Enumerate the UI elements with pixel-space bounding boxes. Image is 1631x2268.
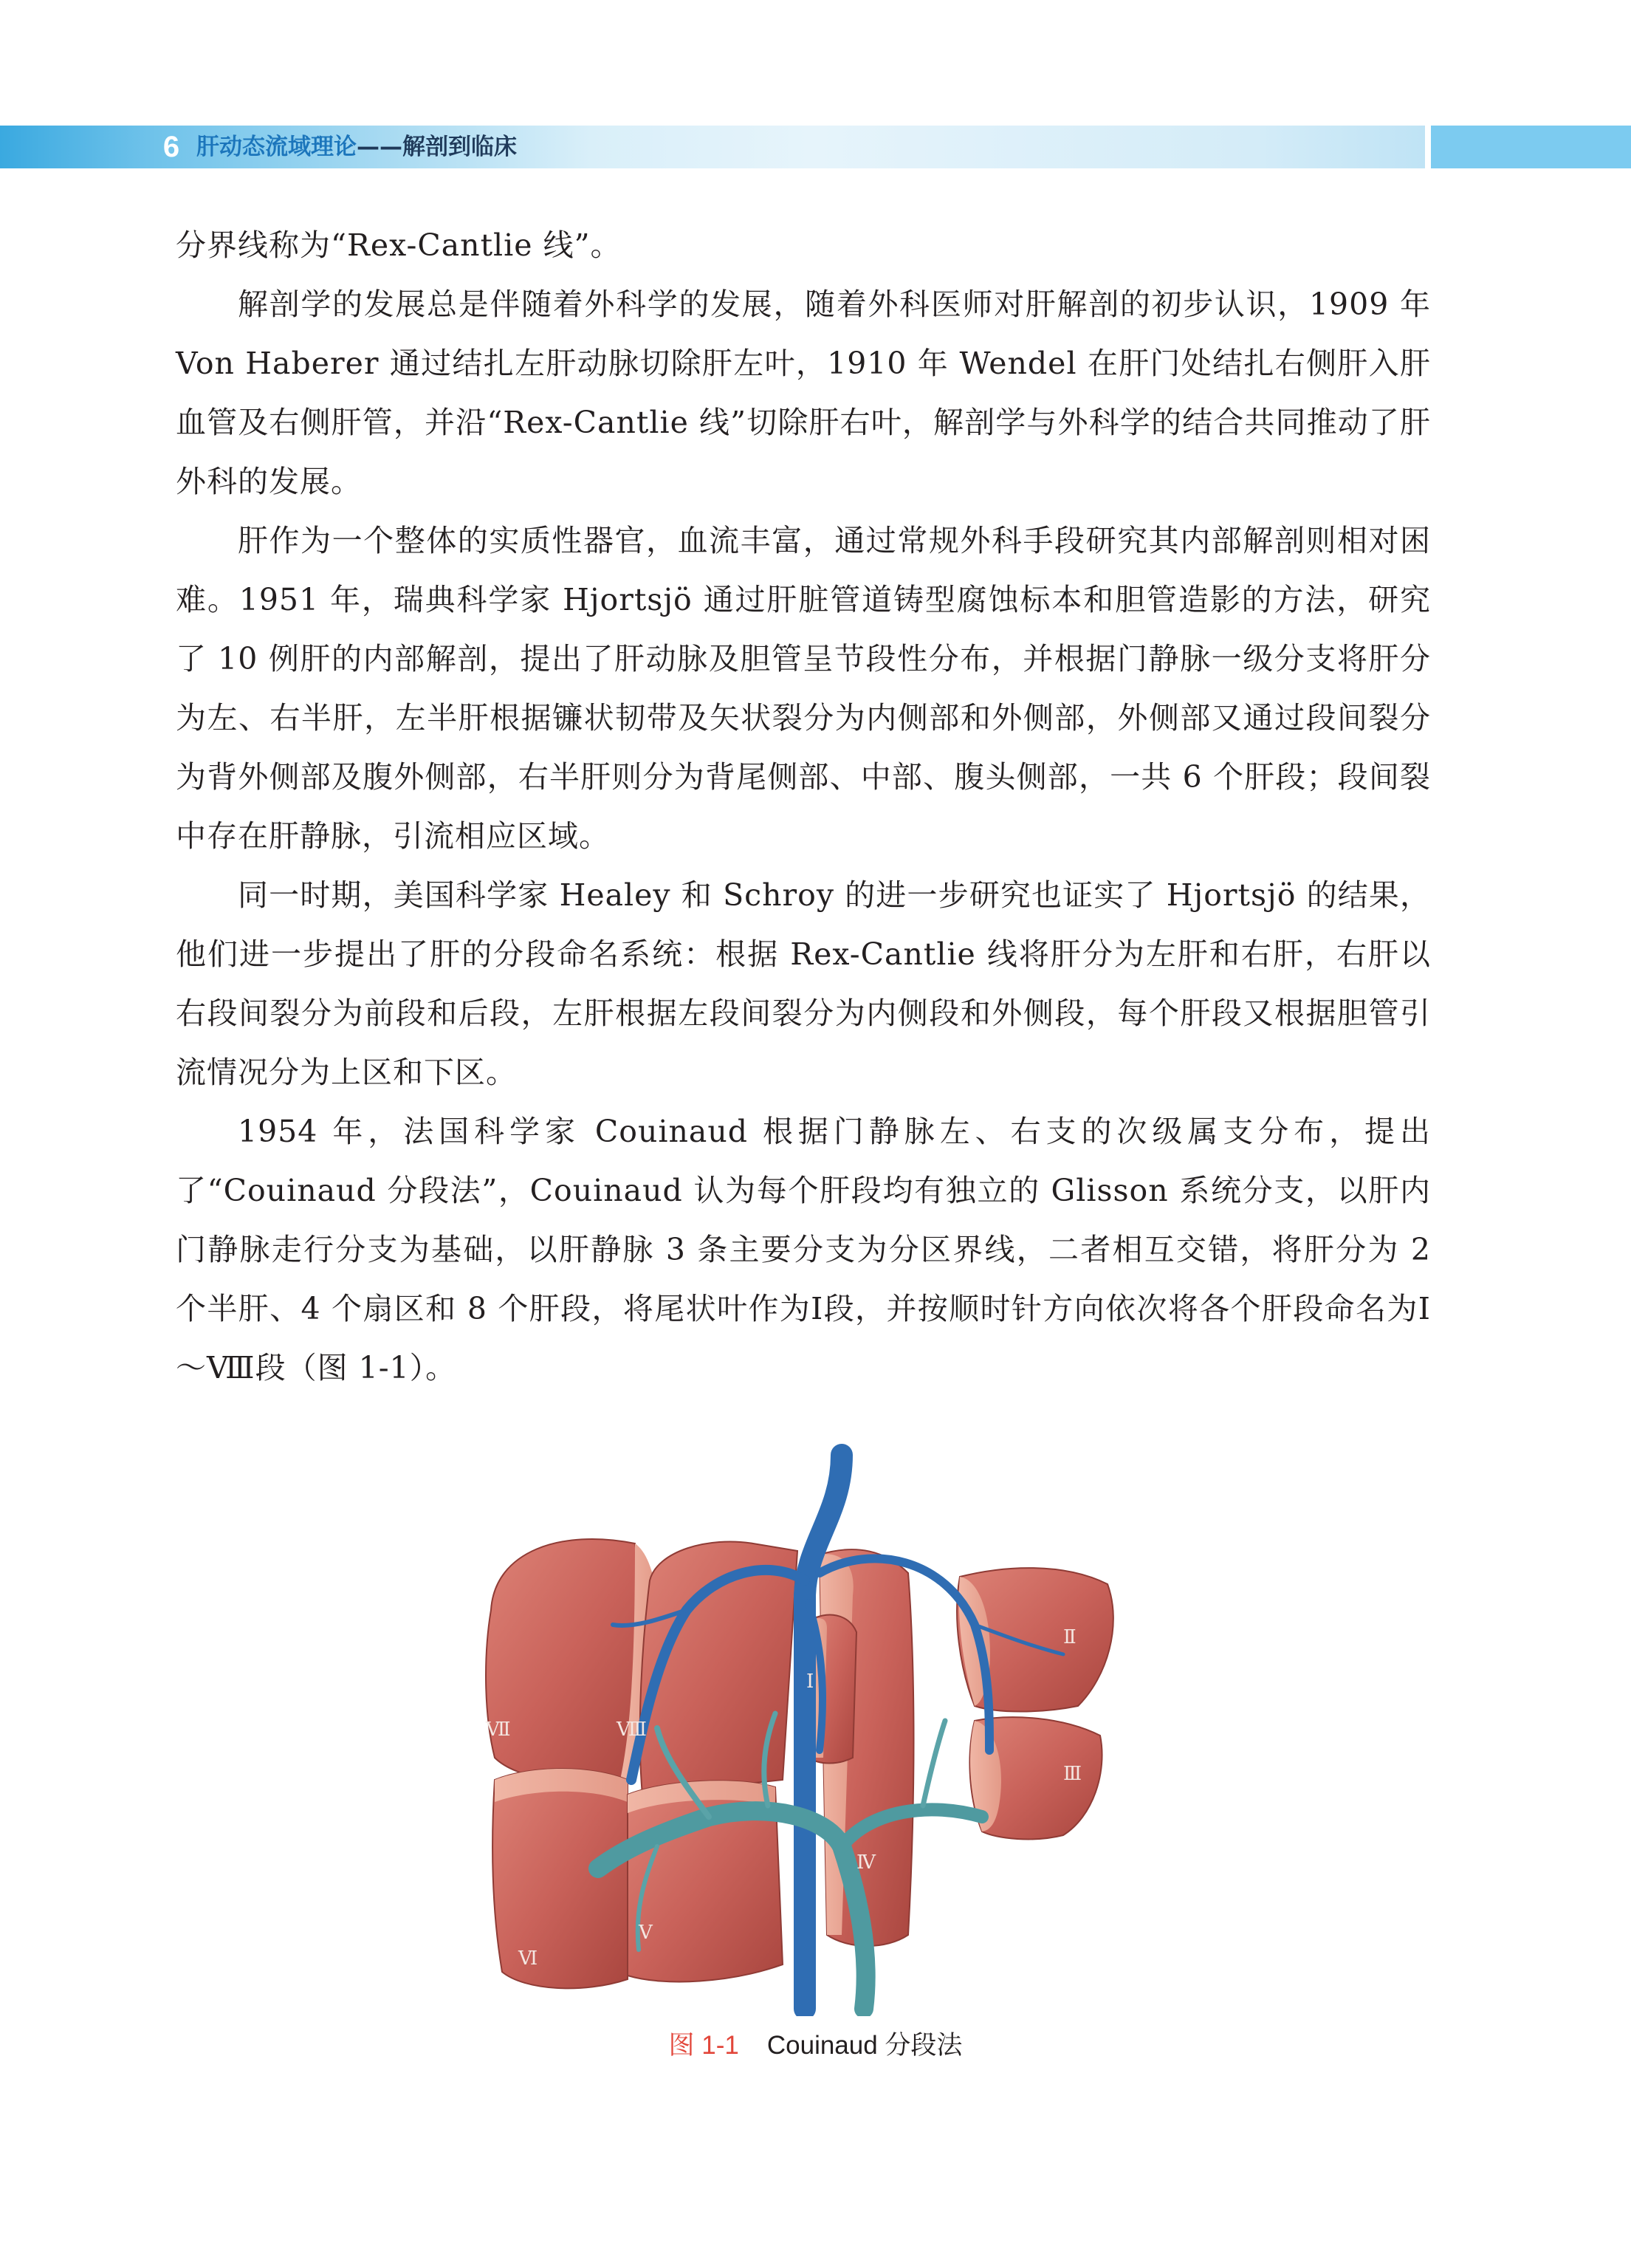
figure-number: 图 1-1	[668, 2031, 739, 2060]
book-title	[196, 127, 517, 167]
segment-label-v: Ⅴ	[639, 1922, 653, 1944]
liver-segments-figure	[473, 1433, 1159, 2016]
segment-label-iv: Ⅳ	[856, 1851, 876, 1874]
liver-illustration	[473, 1433, 1159, 2016]
paragraph: 肝作为一个整体的实质性器官，血流丰富，通过常规外科手段研究其内部解剖则相对困难。1951 年，瑞典科学家 Hjortsjö 通过肝脏管道铸型腐蚀标本和胆管造影的方法，研究了 10 例肝的内部解剖，提出了肝动脉及胆管呈节段性分布，并根据门静脉一级分支将肝分为左、右半肝，左半肝根据镰状韧带及矢状裂分为内侧部和外侧部，外侧部又通过段间裂分为背外侧部及腹外侧部，右半肝则分为背尾侧部、中部、腹头侧部，一共 6 个肝段；段间裂中存在肝静脉，引流相应区域。	[176, 523, 1431, 854]
segment-vi	[492, 1769, 628, 1988]
paragraph: 解剖学的发展总是伴随着外科学的发展，随着外科医师对肝解剖的初步认识，1909 年 Von Haberer 通过结扎左肝动脉切除肝左叶，1910 年 Wendel 在肝门处结扎右侧肝入肝血管及右侧肝管，并沿“Rex-Cantlie 线”切除肝右叶，解剖学与外科学的结合共同推动了肝外科的发展。	[176, 287, 1431, 499]
book-title-subtitle: ——解剖到临床	[357, 134, 517, 160]
segment-label-vi: Ⅵ	[518, 1947, 538, 1970]
segment-label-iii: Ⅲ	[1063, 1763, 1082, 1785]
paragraph: 分界线称为“Rex-Cantlie 线”。	[176, 227, 622, 263]
paragraph: 1954 年，法国科学家 Couinaud 根据门静脉左、右支的次级属支分布，提出了“Couinaud 分段法”，Couinaud 认为每个肝段均有独立的 Glisson 系统分支，以肝内门静脉走行分支为基础，以肝静脉 3 条主要分支为分区界线，二者相互交错，将肝分为 2 个半肝、4 个扇区和 8 个肝段，将尾状叶作为Ⅰ段，并按顺时针方向依次将各个肝段命名为Ⅰ～Ⅷ段（图 1-1）。	[176, 1114, 1431, 1385]
figure-caption	[0, 2025, 1631, 2062]
header-divider	[1425, 126, 1431, 168]
segment-label-ii: Ⅱ	[1063, 1626, 1077, 1648]
body-text	[176, 216, 1431, 1397]
segment-label-i: Ⅰ	[806, 1671, 814, 1693]
page-number: 6	[162, 131, 180, 163]
segment-label-vii: Ⅶ	[486, 1719, 511, 1741]
segment-label-viii: Ⅷ	[617, 1719, 647, 1741]
book-title-main: 肝动态流域理论	[196, 134, 357, 160]
figure-caption-text: Couinaud 分段法	[766, 2031, 963, 2060]
segment-vii	[486, 1539, 650, 1783]
paragraph: 同一时期，美国科学家 Healey 和 Schroy 的进一步研究也证实了 Hjortsjö 的结果，他们进一步提出了肝的分段命名系统：根据 Rex-Cantlie 线将肝分为左肝和右肝，右肝以右段间裂分为前段和后段，左肝根据左段间裂分为内侧段和外侧段，每个肝段又根据胆管引流情况分为上区和下区。	[176, 877, 1431, 1090]
